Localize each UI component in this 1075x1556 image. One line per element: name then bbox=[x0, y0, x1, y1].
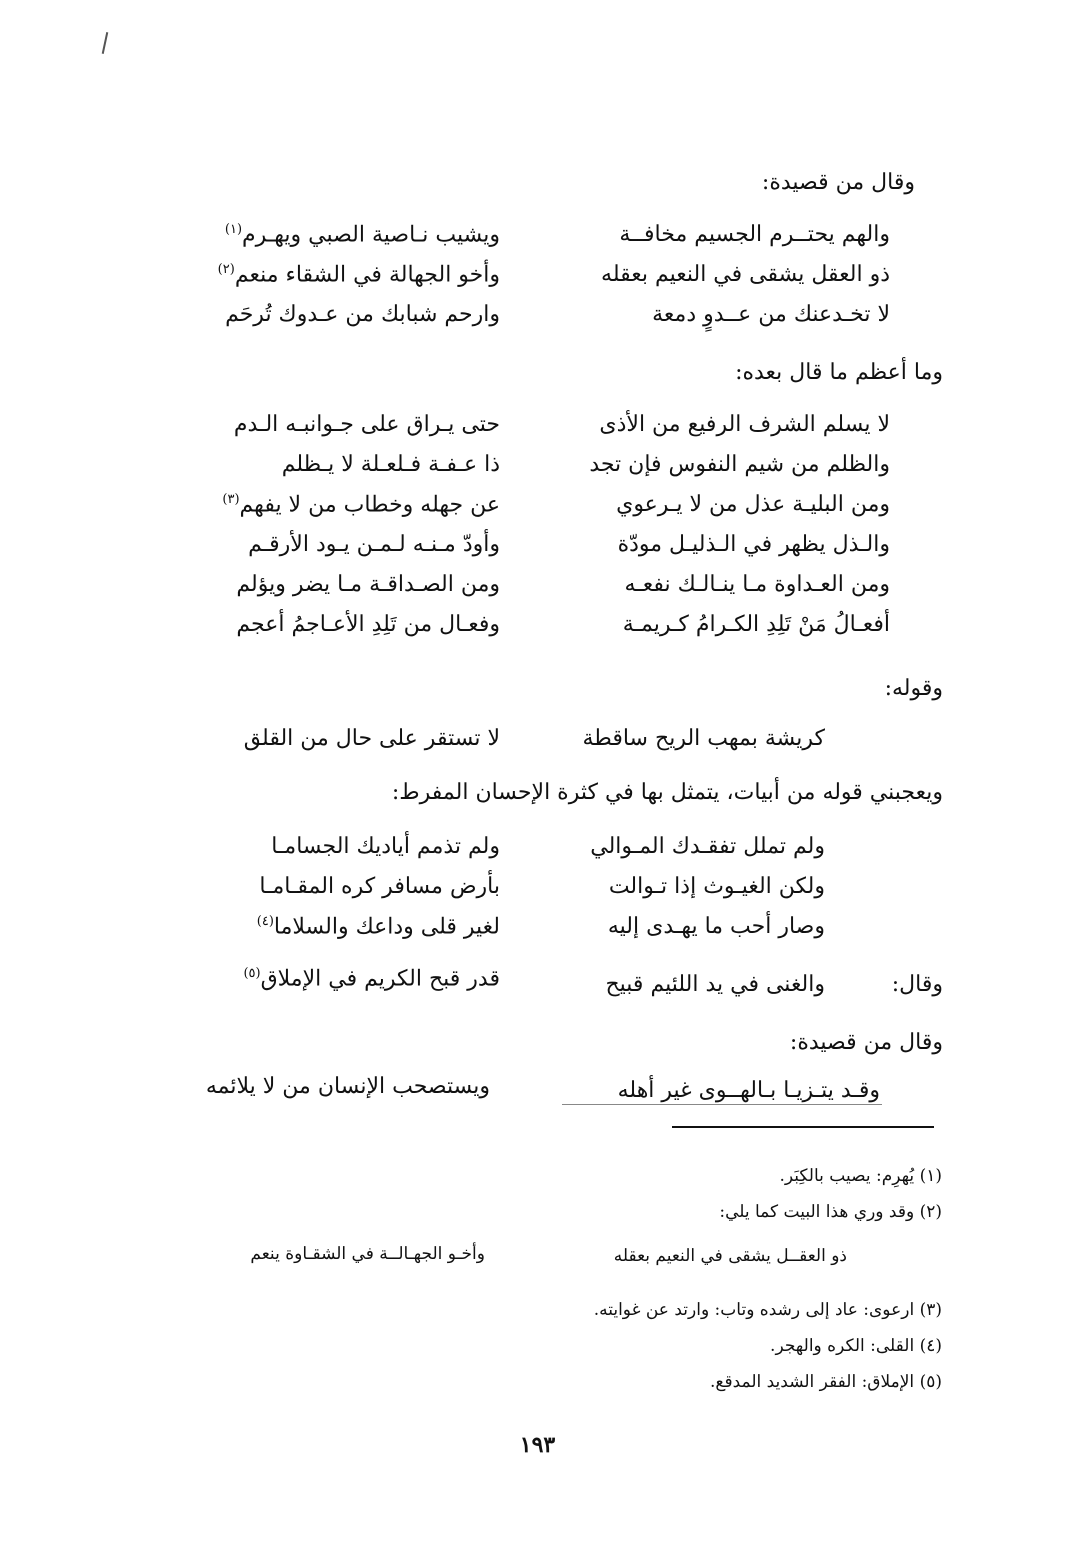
footnote-text: وقد وري هذا البيت كما يلي: bbox=[719, 1202, 915, 1222]
verse-hemistich-left: عن جهله وخطاب من لا يفهم$^{(٣)}$ bbox=[222, 492, 500, 518]
verse-hemistich-left: وفعـال من تَلِدِ الأعـاجمُ أعجم bbox=[236, 612, 500, 637]
verse-hemistich-left: ويشيب نـاصية الصبي ويهـرم$^{(١)}$ bbox=[224, 222, 500, 248]
verse-hemistich-right: لا تخـدعنك من عــدوٍ دمعة bbox=[652, 302, 890, 327]
verse-hemistich-right: ذو العقل يشقى في النعيم بعقله bbox=[601, 262, 890, 287]
footnote-ref: (٣) bbox=[222, 492, 240, 507]
verse-hemistich-right: والظلم من شيم النفوس فإن تجد bbox=[589, 452, 890, 477]
verse-hemistich-right: كريشة بمهب الريح ساقطة bbox=[582, 726, 825, 751]
verse-hemistich-left: ويستصحب الإنسان من لا يلائمه bbox=[205, 1074, 490, 1099]
footnote bbox=[719, 1202, 942, 1222]
footnote-ref: (٤) bbox=[256, 914, 274, 929]
footnote-text: القلى: الكره والهجر. bbox=[770, 1336, 915, 1356]
footnote-label: (٤) bbox=[919, 1336, 942, 1356]
verse-hemistich-left: وارحم شبابك من عـدوك تُرحَم bbox=[225, 302, 500, 327]
footnote bbox=[779, 1166, 942, 1186]
verse-hemistich-left: حتى يـراق على جـوانبـه الـدم bbox=[233, 412, 500, 437]
footnote-verse-left: وأخـو الجهـالــة في الشقـاوة ينعم bbox=[250, 1244, 485, 1264]
verse-hemistich-left: لا تستقر على حال من القلق bbox=[243, 726, 500, 751]
footnote-label: (٥) bbox=[919, 1372, 942, 1392]
verse-hemistich-right: والهم يحتــرم الجسيم مخافــة bbox=[619, 222, 890, 247]
scan-mark bbox=[102, 32, 109, 54]
verse-hemistich-right: وصار أحب ما يهـدى إليه bbox=[607, 914, 825, 939]
verse-hemistich-left: قدر قبح الكريم في الإملاق$^{(٥)}$ bbox=[243, 966, 500, 992]
footnote-separator bbox=[672, 1126, 934, 1128]
footnote bbox=[594, 1300, 942, 1320]
verse-hemistich-left: ولم تذمم أياديك الجسامـا bbox=[271, 834, 500, 859]
footnote-ref: (٢) bbox=[217, 262, 235, 277]
footnote-text: الإملاق: الفقر الشديد المدقع. bbox=[710, 1372, 915, 1392]
section-intro: ويعجبني قوله من أبيات، يتمثل بها في كثرة الإحسان المفرط: bbox=[391, 780, 943, 805]
footnote-text: يُهرِم: يصيب بالكِبَر. bbox=[779, 1166, 915, 1186]
section-intro: وقوله: bbox=[884, 676, 943, 701]
verse-hemistich-right: ولم تملل تفقـدك المـوالي bbox=[590, 834, 825, 859]
verse-hemistich-left: ومن الصـداقـة مـا يضر ويؤلم bbox=[236, 572, 500, 597]
verse-hemistich-left: ذا عـفـة فـلعـلة لا يـظلم bbox=[281, 452, 500, 477]
footnote-ref: (٥) bbox=[243, 966, 261, 981]
footnote bbox=[710, 1372, 942, 1392]
verse-hemistich-right: ولكن الغيـوث إذا تـوالت bbox=[608, 874, 825, 899]
section-intro: وقال من قصيدة: bbox=[761, 170, 915, 195]
verse-hemistich-right: وقـد يتـزيـا بـالهــوى غير أهله bbox=[617, 1078, 880, 1103]
verse-hemistich-left: وأخو الجهالة في الشقاء منعم$^{(٢)}$ bbox=[217, 262, 500, 288]
verse-hemistich-right: ومن العـداوة مـا ينـالـك نفعـه bbox=[624, 572, 890, 597]
section-intro: وقال: bbox=[891, 972, 943, 997]
section-intro: وما أعظم ما قال بعده: bbox=[735, 360, 943, 385]
verse-hemistich-right: والـذل يظهر في الـذليـل مودّة bbox=[617, 532, 890, 557]
verse-hemistich-right: ومن البليـة عذل من لا يـرعوي bbox=[616, 492, 890, 517]
verse-hemistich-left: وأودّ مـنـه لـمـن يـود الأرقـم bbox=[248, 532, 500, 557]
footnote-label: (١) bbox=[919, 1166, 942, 1186]
verse-hemistich-left: بأرض مسافر كره المقـامـا bbox=[259, 874, 500, 899]
footnote-text: ارعوى: عاد إلى رشده وتاب: وارتد عن غوايته. bbox=[593, 1300, 915, 1320]
verse-hemistich-left: لغير قلى وداعك والسلاما$^{(٤)}$ bbox=[256, 914, 500, 940]
verse-hemistich-right: لا يسلم الشرف الرفيع من الأذى bbox=[599, 412, 890, 437]
footnote-verse-right: ذو العقــل يشقى في النعيم بعقله bbox=[613, 1246, 847, 1266]
page-number: ١٩٣ bbox=[519, 1432, 556, 1458]
section-intro: وقال من قصيدة: bbox=[789, 1030, 943, 1055]
footnote-label: (٢) bbox=[919, 1202, 942, 1222]
verse-underline bbox=[562, 1104, 882, 1105]
footnote-label: (٣) bbox=[919, 1300, 942, 1320]
footnote bbox=[770, 1336, 942, 1356]
footnote-ref: (١) bbox=[224, 222, 243, 237]
verse-hemistich-right: والغنى في يد اللئيم قبيح bbox=[605, 972, 825, 997]
verse-hemistich-right: أفعـالُ مَنْ تَلِدِ الكـرامُ كـريمـة bbox=[622, 612, 890, 637]
